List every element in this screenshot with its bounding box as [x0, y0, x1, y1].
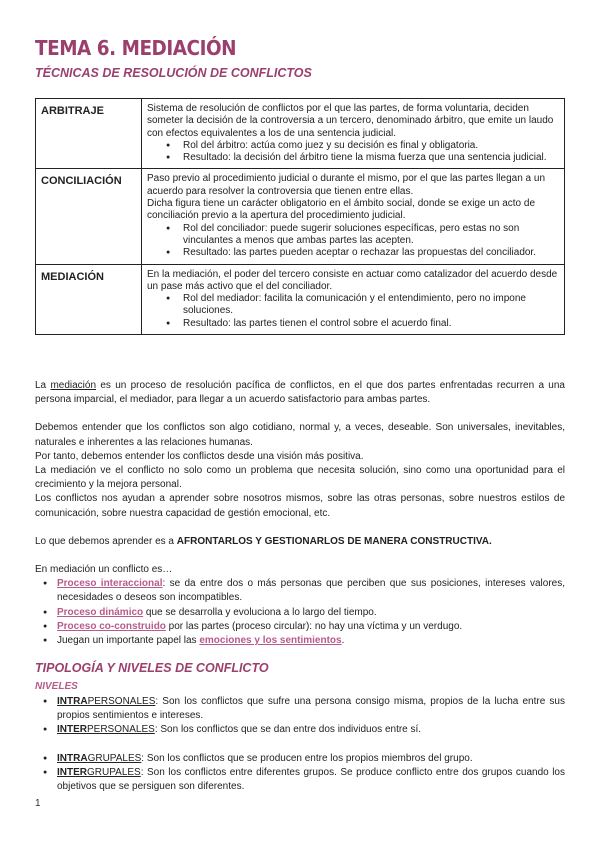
- description-text: Sistema de resolución de conflictos por el que las partes, de forma voluntaria, deciden someter la decisión de la controversia a un tercero, denominado árbitro, que emite un laudo con efectos equivalentes a los de una sentencia judicial.: [147, 103, 554, 139]
- list-item: ● INTRAPERSONALES: Son los conflictos que sufre una persona consigo misma, propios de la lucha entre sus propios sentimientos e intereses.: [57, 695, 565, 723]
- term-link[interactable]: Proceso dinámico: [57, 606, 144, 618]
- paragraph: Debemos entender que los conflictos son algo cotidiano, normal y, a veces, deseable. Son universales, inevitables, naturales e inherentes a las relaciones humanas.: [35, 422, 565, 448]
- paragraph: La mediación es un proceso de resolución pacífica de conflictos, en el que dos partes enfrentadas recurren a una persona imparcial, el mediador, para llegar a un acuerdo satisfactorio para ambas partes.: [35, 380, 565, 406]
- list-item: ● Rol del conciliador: puede sugerir soluciones específicas, pero estas no son vinculantes a menos que ambas partes las acepten.: [183, 223, 559, 248]
- list-item: ● Juegan un importante papel las emociones y los sentimientos.: [57, 634, 565, 648]
- term-cell: ARBITRAJE: [36, 99, 142, 169]
- page-number: 1: [35, 798, 41, 809]
- conflict-list: [35, 577, 565, 648]
- description-text: En la mediación, el poder del tercero consiste en actuar como catalizador del acuerdo desde un pase más activo que el del conciliador.: [147, 268, 558, 292]
- list-item: ● Proceso dinámico que se desarrolla y evoluciona a lo largo del tiempo.: [57, 606, 565, 620]
- list-item: ● Rol del árbitro: actúa como juez y su decisión es final y obligatoria.: [183, 140, 559, 152]
- list-item: ● Resultado: las partes pueden aceptar o rechazar las propuestas del conciliador.: [183, 247, 559, 259]
- list-item: ● INTERGRUPALES: Son los conflictos entre diferentes grupos. Se produce conflicto entre dos grupos cuando los objetivos que se persiguen son diferentes.: [57, 766, 565, 794]
- term-cell: MEDIACIÓN: [36, 264, 142, 334]
- list-item: ● INTERPERSONALES: Son los conflictos que se dan entre dos individuos entre sí.: [57, 723, 565, 737]
- table-row: [36, 169, 565, 264]
- paragraph: La mediación ve el conflicto no solo como un problema que necesita solución, sino como una oportunidad para el crecimiento y la mejora personal.: [35, 465, 565, 491]
- list-item: ● Proceso co-construido por las partes (proceso circular): no hay una víctima y un verdugo.: [57, 620, 565, 634]
- description-text: Dicha figura tiene un carácter obligatorio en el ámbito social, donde se exige un acto de conciliación previo a la apertura del procedimiento judicial.: [147, 198, 536, 222]
- list-item: ● Resultado: la decisión del árbitro tiene la misma fuerza que una sentencia judicial.: [183, 152, 559, 164]
- body-text: [35, 379, 565, 648]
- bullet-list: [147, 293, 559, 330]
- levels-list: [35, 695, 565, 794]
- section-heading-techniques: TÉCNICAS DE RESOLUCIÓN DE CONFLICTOS: [35, 66, 312, 80]
- list-item: ● Rol del mediador: facilita la comunicación y el entendimiento, pero no impone soluciones.: [183, 293, 559, 318]
- list-item: ● INTRAGRUPALES: Son los conflictos que se producen entre los propios miembros del grupo.: [57, 752, 565, 766]
- list-item: ● Proceso interaccional: se da entre dos o más personas que perciben que sus posiciones, intereses valores, necesidades o deseos son incompatibles.: [57, 577, 565, 605]
- page-title: TEMA 6. MEDIACIÓN: [35, 36, 237, 60]
- term-link[interactable]: Proceso interaccional: [57, 578, 163, 590]
- mediacion-link[interactable]: mediación: [50, 380, 97, 391]
- subsection-heading-levels: NIVELES: [35, 681, 78, 692]
- techniques-table: [35, 98, 565, 335]
- paragraph: Los conflictos nos ayudan a aprender sobre nosotros mismos, sobre las otras personas, sobre nuestros estilos de comunicación, sobre nuestra capacidad de gestión emocional, etc.: [35, 493, 565, 519]
- emphasis-text: AFRONTARLOS Y GESTIONARLOS DE MANERA CONSTRUCTIVA.: [176, 535, 492, 547]
- term-link[interactable]: emociones y los sentimientos: [199, 635, 342, 647]
- description-cell: [142, 169, 565, 264]
- bullet-list: [147, 223, 559, 260]
- section-heading-typology: TIPOLOGÍA Y NIVELES DE CONFLICTO: [35, 661, 269, 675]
- description-cell: [142, 99, 565, 169]
- description-cell: [142, 264, 565, 334]
- term-link[interactable]: Proceso co-construido: [57, 620, 166, 632]
- table-row: [36, 99, 565, 169]
- description-text: Paso previo al procedimiento judicial o durante el mismo, por el que las partes llegan a un acuerdo para resolver la controversia que tienen entre ellas.: [147, 173, 546, 197]
- paragraph: En mediación un conflicto es…: [35, 564, 173, 576]
- paragraph: Por tanto, debemos entender los conflictos desde una visión más positiva.: [35, 450, 364, 462]
- list-item: ● Resultado: las partes tienen el control sobre el acuerdo final.: [183, 318, 559, 330]
- table-row: [36, 264, 565, 334]
- term-cell: CONCILIACIÓN: [36, 169, 142, 264]
- bullet-list: [147, 140, 559, 165]
- paragraph: Lo que debemos aprender es a AFRONTARLOS Y GESTIONARLOS DE MANERA CONSTRUCTIVA.: [35, 535, 492, 547]
